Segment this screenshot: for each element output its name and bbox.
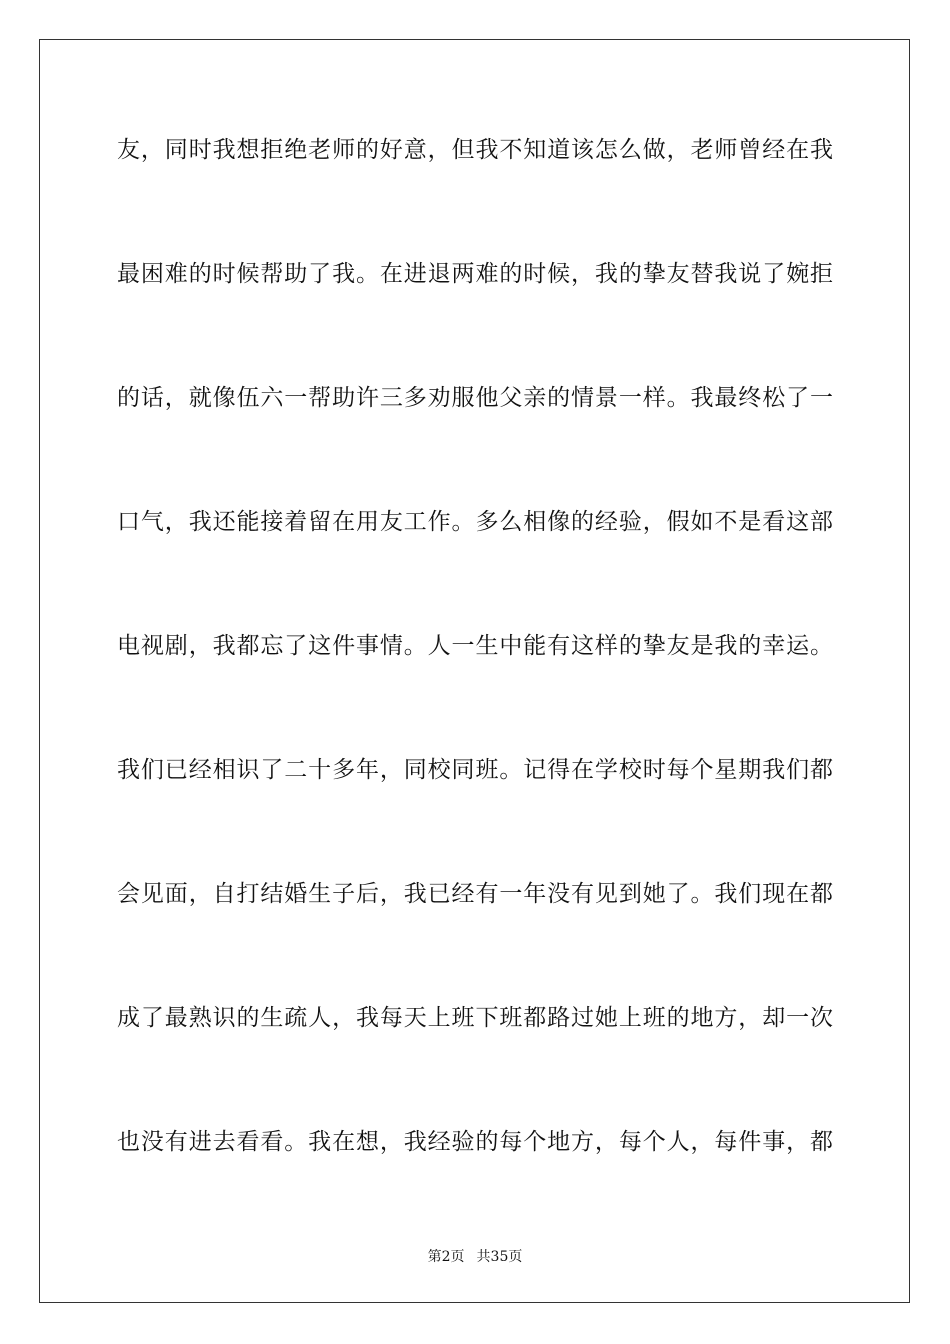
body-text-line-2: 最困难的时候帮助了我。在进退两难的时候，我的挚友替我说了婉拒 <box>117 261 833 287</box>
body-text-line-6: 我们已经相识了二十多年，同校同班。记得在学校时每个星期我们都 <box>117 757 833 783</box>
body-text-line-8: 成了最熟识的生疏人，我每天上班下班都路过她上班的地方，却一次 <box>117 1005 833 1031</box>
body-text-line-4: 口气，我还能接着留在用友工作。多么相像的经验，假如不是看这部 <box>117 509 833 535</box>
body-text-line-1: 友，同时我想拒绝老师的好意，但我不知道该怎么做，老师曾经在我 <box>117 137 833 163</box>
page-border <box>39 39 910 1303</box>
page-total: 共35页 <box>476 1249 523 1265</box>
page-number: 第2页 <box>427 1249 465 1265</box>
body-text-line-3: 的话，就像伍六一帮助许三多劝服他父亲的情景一样。我最终松了一 <box>117 385 833 411</box>
body-text-line-9: 也没有进去看看。我在想，我经验的每个地方，每个人，每件事，都 <box>117 1129 833 1155</box>
body-text-line-5: 电视剧，我都忘了这件事情。人一生中能有这样的挚友是我的幸运。 <box>117 633 833 659</box>
body-text-line-7: 会见面，自打结婚生子后，我已经有一年没有见到她了。我们现在都 <box>117 881 833 907</box>
page-footer <box>0 1248 950 1266</box>
